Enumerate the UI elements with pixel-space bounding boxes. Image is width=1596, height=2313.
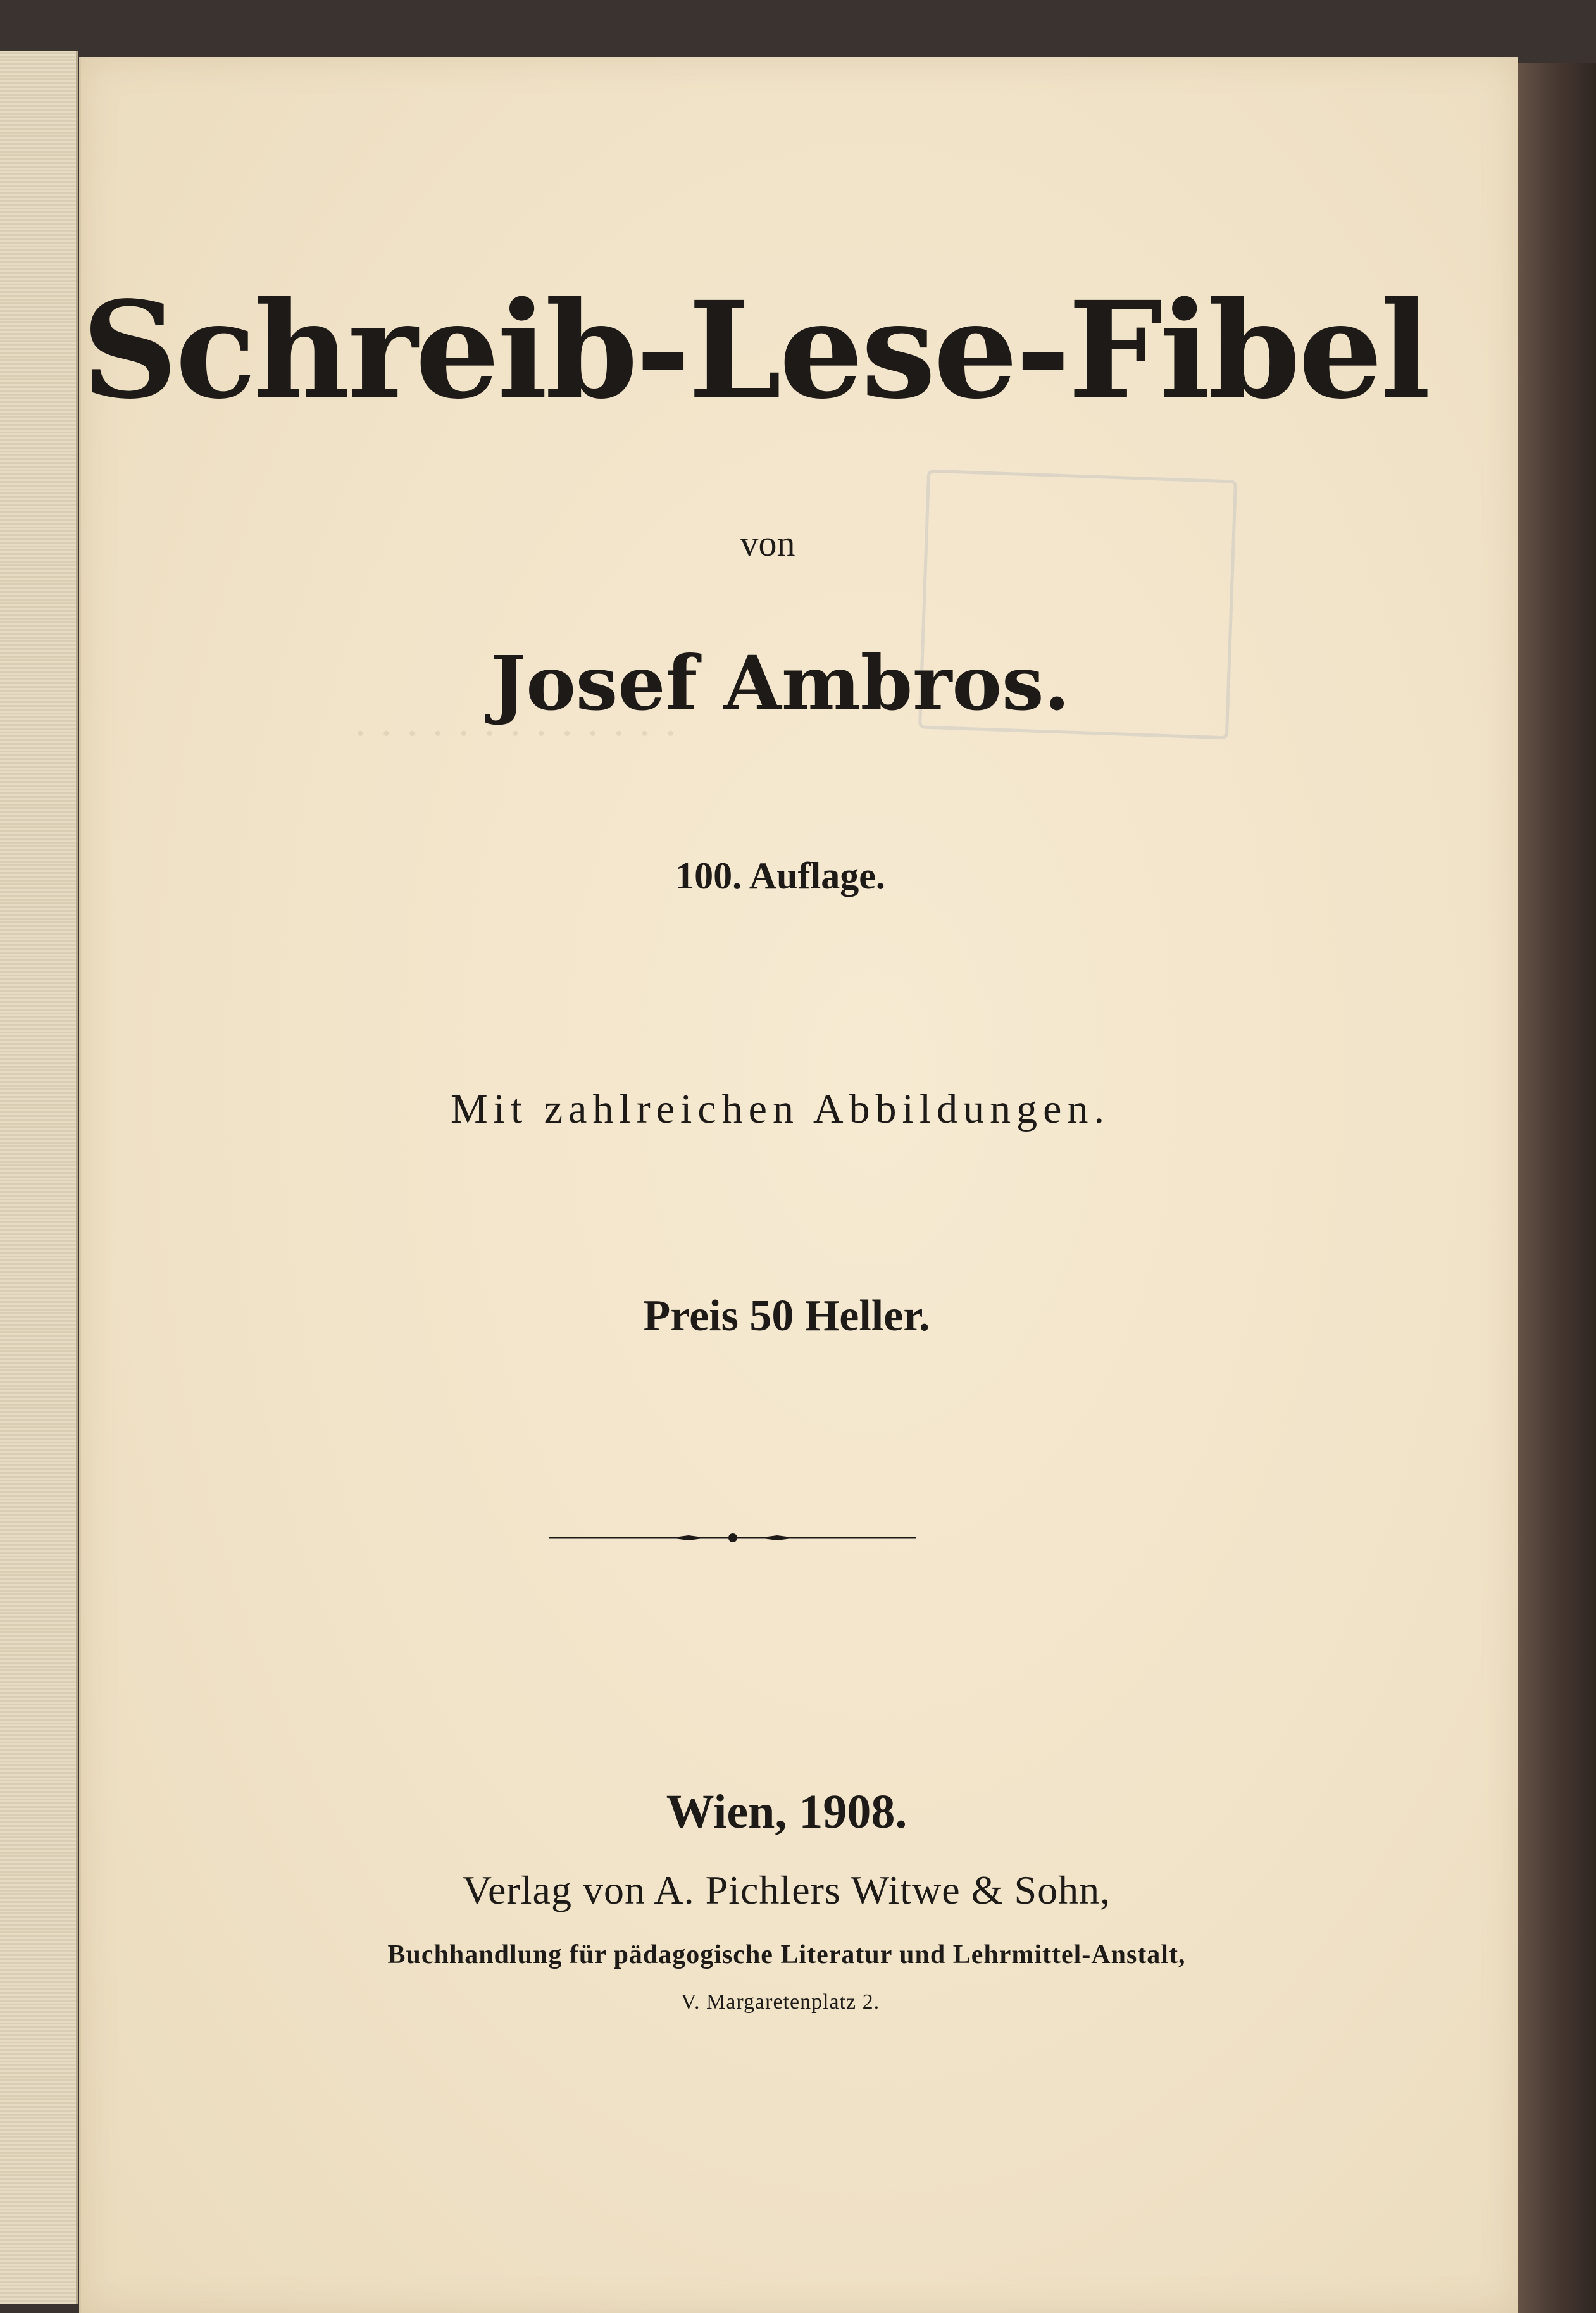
cover-edge: [1507, 63, 1596, 2313]
publisher-line: Verlag von A. Pichlers Witwe & Sohn,: [462, 1867, 1111, 1912]
illustrations-note: Mit zahlreichen Abbildungen.: [451, 1086, 1110, 1132]
address-line: V. Margaretenplatz 2.: [680, 1990, 880, 2014]
bookshop-line: Buchhandlung für pädagogische Literatur und Lehrmittel-Anstalt,: [387, 1940, 1186, 1969]
by-label: von: [740, 523, 795, 564]
edition-label: 100. Auflage.: [675, 855, 885, 897]
author-name: Josef Ambros.: [490, 639, 1070, 727]
show-through-text: · · · · · · · · · · · · ·: [353, 709, 678, 758]
place-and-year: Wien, 1908.: [666, 1785, 907, 1838]
ornamental-rule: [549, 1531, 916, 1544]
book-title: Schreib-Lese-Fibel: [82, 272, 1428, 428]
price-label: Preis 50 Heller.: [643, 1292, 930, 1340]
title-page: [79, 57, 1518, 2313]
